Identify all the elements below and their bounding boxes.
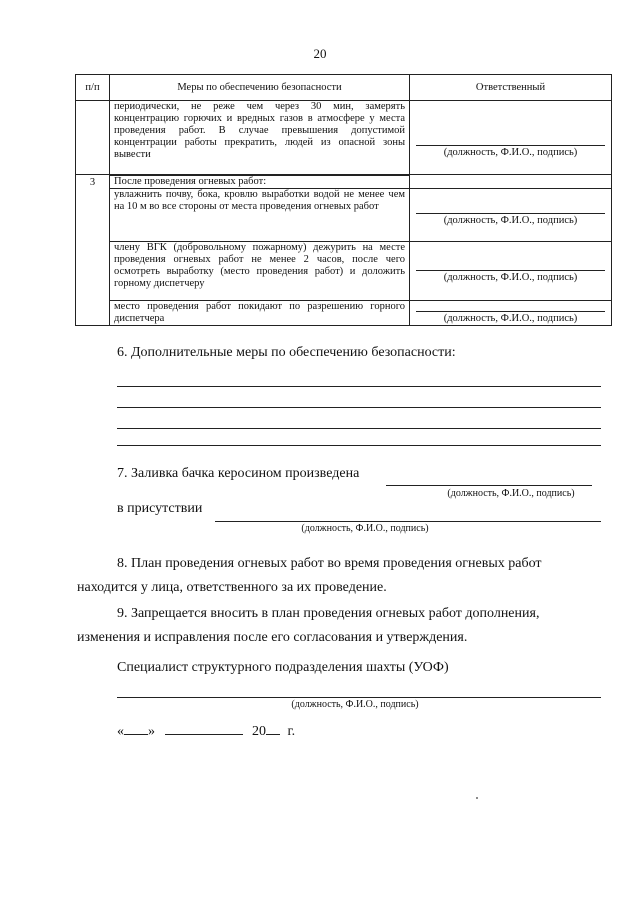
section-7-text: 7. Заливка бачка керосином произведена <box>117 466 360 481</box>
signature-block <box>410 241 611 300</box>
header-measures: Меры по обеспечению безопасности <box>110 75 410 101</box>
signature-line <box>117 697 601 698</box>
signature-line <box>416 213 605 214</box>
signature-caption: (должность, Ф.И.О., подпись) <box>443 272 578 283</box>
header-num: п/п <box>76 75 110 101</box>
section-8-line-2: находится у лица, ответственного за их проведение. <box>77 580 387 595</box>
year-blank <box>266 734 280 735</box>
measure-text: члену ВГК (добровольному пожарному) дежурить на месте проведения огневых работ не менее 2 часов, после чего осмотреть выработку (место проведения работ) и доложить горному диспетчеру <box>110 241 409 300</box>
signature-block <box>410 300 611 325</box>
day-blank <box>124 734 148 735</box>
section-8-line-1: 8. План проведения огневых работ во время проведения огневых работ <box>117 556 542 571</box>
signature-caption: (должность, Ф.И.О., подпись) <box>447 488 575 499</box>
specialist-title: Специалист структурного подразделения шахты (УОФ) <box>117 660 449 675</box>
scan-speck <box>476 797 478 799</box>
signature-block <box>410 188 611 241</box>
signature-caption: (должность, Ф.И.О., подпись) <box>443 215 578 226</box>
header-responsible: Ответственный <box>410 75 612 101</box>
measure-text: место проведения работ покидают по разрешению горного диспетчера <box>110 300 409 325</box>
section-9-line-2: изменения и исправления после его согласования и утверждения. <box>77 630 468 645</box>
blank-line <box>117 445 601 446</box>
page-number: 20 <box>313 46 327 61</box>
responsible-cell <box>410 175 612 326</box>
signature-line <box>416 270 605 271</box>
heading-spacer <box>410 175 611 188</box>
safety-measures-table <box>75 74 612 326</box>
signature-line <box>386 485 592 486</box>
signature-caption: (должность, Ф.И.О., подпись) <box>443 313 578 324</box>
section-9-line-1: 9. Запрещается вносить в план проведения огневых работ дополнения, <box>117 606 540 621</box>
measure-text: периодически, не реже чем через 30 мин, замерять концентрацию горючих и вредных газов в атмосфере у места проведения работ. В случае превышения допустимой концентрации работы прекратить, людей из опасной зоны вывести <box>114 101 405 160</box>
section-6-title: 6. Дополнительные меры по обеспечению безопасности: <box>117 345 456 360</box>
signature-block <box>410 101 611 174</box>
measure-cell <box>110 101 410 175</box>
date-open-quote: « <box>117 724 124 739</box>
section-8-paragraph <box>77 552 601 600</box>
year-suffix: г. <box>287 724 296 739</box>
responsible-cell <box>410 101 612 175</box>
section-9-paragraph <box>77 602 601 650</box>
table-row <box>76 101 612 175</box>
signature-line <box>416 145 605 146</box>
row-number: 3 <box>76 175 110 326</box>
signature-caption: (должность, Ф.И.О., подпись) <box>291 699 419 710</box>
measure-cell <box>110 175 410 326</box>
table-row <box>76 175 612 326</box>
row-heading: После проведения огневых работ: <box>110 175 409 188</box>
presence-label: в присутствии <box>117 501 203 516</box>
month-blank <box>165 734 243 735</box>
row-number-empty <box>76 101 110 175</box>
date-line <box>117 724 295 740</box>
year-prefix: 20 <box>252 724 266 739</box>
signature-caption: (должность, Ф.И.О., подпись) <box>443 147 578 158</box>
date-close-quote: » <box>148 724 155 739</box>
blank-line <box>117 407 601 408</box>
blank-line <box>117 428 601 429</box>
measure-text: увлажнить почву, бока, кровлю выработки водой не менее чем на 10 м во все стороны от места проведения огневых работ <box>110 188 409 241</box>
signature-line <box>215 521 601 522</box>
signature-line <box>416 311 605 312</box>
table-header-row <box>76 75 612 101</box>
signature-caption: (должность, Ф.И.О., подпись) <box>301 523 429 534</box>
blank-line <box>117 386 601 387</box>
